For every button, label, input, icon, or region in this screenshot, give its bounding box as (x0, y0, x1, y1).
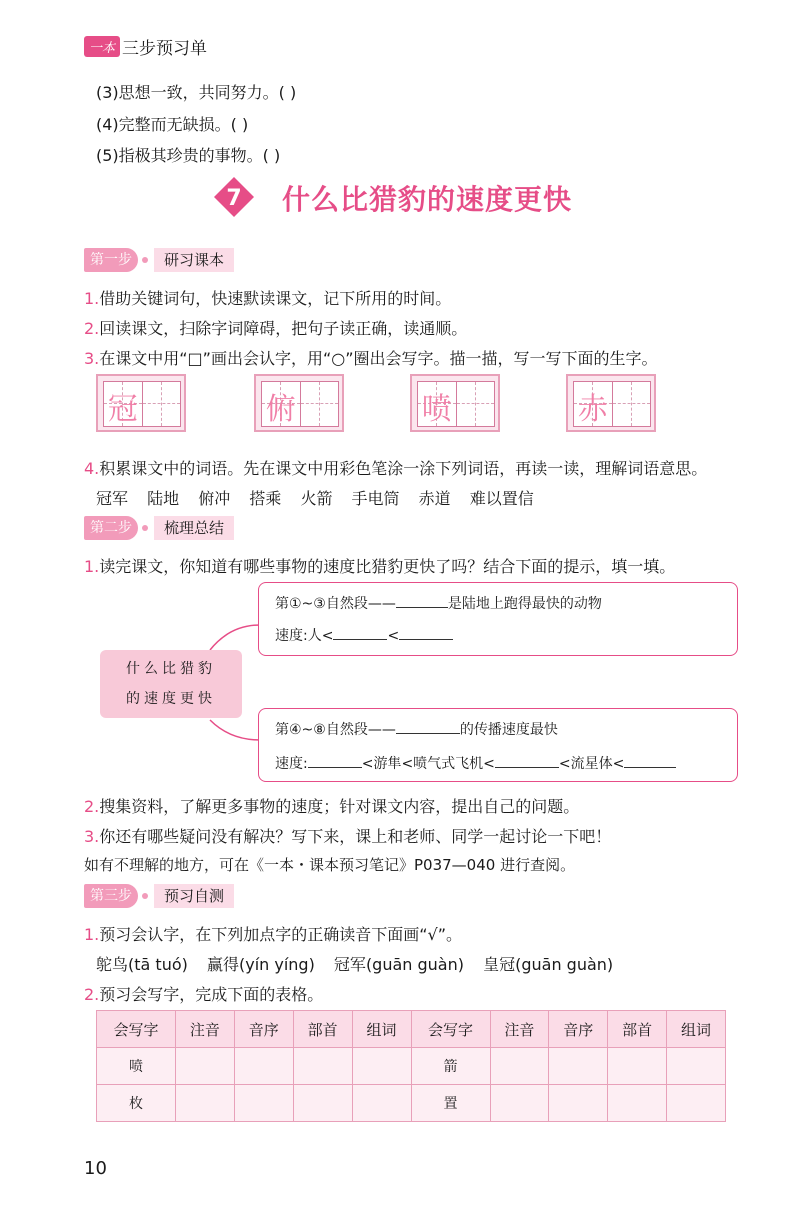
table-cell[interactable] (608, 1048, 667, 1085)
vocab-word: 手电筒 (351, 489, 400, 508)
step2-label: 梳理总结 (154, 516, 234, 540)
mindmap-center: 什么比猎豹 的速度更快 (100, 650, 242, 718)
pinyin-item[interactable]: 皇冠(guān guàn) (483, 955, 614, 974)
table-header: 音序 (234, 1011, 293, 1048)
table-header: 音序 (549, 1011, 608, 1048)
table-cell[interactable] (234, 1048, 293, 1085)
table-header: 部首 (293, 1011, 352, 1048)
intro-line-4: (4)完整而无缺损。( ) (96, 115, 249, 134)
step1-item-2: 2.回读课文，扫除字词障碍，把句子读正确，读通顺。 (84, 319, 468, 338)
vocab-word: 赤道 (418, 489, 451, 508)
answer-blank[interactable] (333, 625, 387, 640)
table-header: 会写字 (411, 1011, 490, 1048)
intro-line-3: (3)思想一致，共同努力。( ) (96, 83, 297, 102)
table-header: 注音 (176, 1011, 235, 1048)
char-practice-box (410, 374, 500, 432)
step-dot-icon (142, 257, 148, 263)
vocab-word: 火箭 (300, 489, 333, 508)
table-cell[interactable] (352, 1048, 411, 1085)
table-row (97, 1085, 726, 1122)
vocab-word: 难以置信 (469, 489, 534, 508)
answer-blank[interactable] (624, 753, 676, 768)
pinyin-item[interactable]: 鸵鸟(tā tuó) (96, 955, 188, 974)
step2-item-3: 3.你还有哪些疑问没有解决？写下来，课上和老师、同学一起讨论一下吧！ (84, 827, 612, 846)
step-dot-icon (142, 893, 148, 899)
step3-tag: 第三步 (84, 884, 138, 908)
answer-blank[interactable] (396, 719, 460, 734)
intro-line-5: (5)指极其珍贵的事物。( ) (96, 146, 281, 165)
vocab-word: 俯冲 (198, 489, 231, 508)
step3-label: 预习自测 (154, 884, 234, 908)
table-header: 组词 (667, 1011, 726, 1048)
table-cell[interactable] (549, 1048, 608, 1085)
page-number: 10 (84, 1158, 107, 1179)
pinyin-row (96, 952, 613, 975)
table-cell[interactable] (234, 1085, 293, 1122)
table-cell[interactable] (608, 1085, 667, 1122)
mindmap-box-1: 第①~③自然段—— 是陆地上跑得最快的动物 速度:人< < (258, 582, 738, 656)
table-header: 组词 (352, 1011, 411, 1048)
step1-item-4: 4.积累课文中的词语。先在课文中用彩色笔涂一涂下列词语，再读一读，理解词语意思。 (84, 459, 708, 478)
step1-header (84, 248, 234, 272)
mindmap-box-2: 第④~⑧自然段—— 的传播速度最快 速度: <游隼<喷气式飞机< <流星体< (258, 708, 738, 782)
table-cell[interactable] (352, 1085, 411, 1122)
table-cell[interactable] (490, 1085, 549, 1122)
table-cell[interactable] (176, 1048, 235, 1085)
table-header-row (97, 1011, 726, 1048)
table-cell[interactable] (293, 1085, 352, 1122)
table-cell[interactable] (667, 1085, 726, 1122)
step3-header (84, 884, 234, 908)
answer-blank[interactable] (399, 625, 453, 640)
trace-char: 赤 (577, 392, 608, 427)
table-cell[interactable] (490, 1048, 549, 1085)
writing-cell[interactable] (143, 382, 181, 426)
vocab-word: 冠军 (96, 489, 129, 508)
lesson-title: 什么比猎豹的速度更快 (282, 183, 573, 216)
table-cell-char: 置 (411, 1085, 490, 1122)
trace-char: 喷 (421, 392, 452, 427)
char-practice-box (254, 374, 344, 432)
writing-cell[interactable] (301, 382, 339, 426)
lesson-number: 7 (226, 186, 242, 211)
step1-item-3: 3.在课文中用“□”画出会认字，用“○”圈出会写字。描一描，写一写下面的生字。 (84, 349, 658, 368)
vocab-word: 搭乘 (249, 489, 282, 508)
table-cell[interactable] (667, 1048, 726, 1085)
char-practice-box (96, 374, 186, 432)
table-cell-char: 喷 (97, 1048, 176, 1085)
lesson-number-badge (212, 175, 256, 219)
step3-item-1: 1.预习会认字，在下列加点字的正确读音下面画“√”。 (84, 925, 463, 944)
step1-label: 研习课本 (154, 248, 234, 272)
trace-char: 冠 (107, 392, 138, 427)
table-cell[interactable] (293, 1048, 352, 1085)
table-cell-char: 枚 (97, 1085, 176, 1122)
writing-cell[interactable] (457, 382, 495, 426)
table-header: 注音 (490, 1011, 549, 1048)
trace-char: 俯 (265, 392, 296, 427)
answer-blank[interactable] (308, 753, 362, 768)
step2-item-1: 1.读完课文，你知道有哪些事物的速度比猎豹更快了吗？结合下面的提示，填一填。 (84, 557, 676, 576)
table-cell[interactable] (176, 1085, 235, 1122)
writing-cell[interactable] (613, 382, 651, 426)
header-title: 三步预习单 (122, 39, 207, 59)
answer-blank[interactable] (495, 753, 559, 768)
brand-logo: 一本 (84, 36, 120, 57)
char-practice-box (566, 374, 656, 432)
step2-tag: 第二步 (84, 516, 138, 540)
step-dot-icon (142, 525, 148, 531)
answer-blank[interactable] (396, 593, 448, 608)
table-cell[interactable] (549, 1085, 608, 1122)
vocab-word: 陆地 (147, 489, 180, 508)
table-cell-char: 箭 (411, 1048, 490, 1085)
character-table (96, 1010, 726, 1122)
step2-item-2: 2.搜集资料，了解更多事物的速度；针对课文内容，提出自己的问题。 (84, 797, 580, 816)
step3-item-2: 2.预习会写字，完成下面的表格。 (84, 985, 324, 1004)
pinyin-item[interactable]: 赢得(yín yíng) (206, 955, 315, 974)
table-row (97, 1048, 726, 1085)
table-header: 会写字 (97, 1011, 176, 1048)
table-header: 部首 (608, 1011, 667, 1048)
step1-tag: 第一步 (84, 248, 138, 272)
vocab-words (96, 486, 548, 509)
reference-note: 如有不理解的地方，可在《一本・课本预习笔记》P037—040 进行查阅。 (84, 856, 576, 874)
pinyin-item[interactable]: 冠军(guān guàn) (333, 955, 464, 974)
step2-header (84, 516, 234, 540)
step1-item-1: 1.借助关键词句，快速默读课文，记下所用的时间。 (84, 289, 452, 308)
